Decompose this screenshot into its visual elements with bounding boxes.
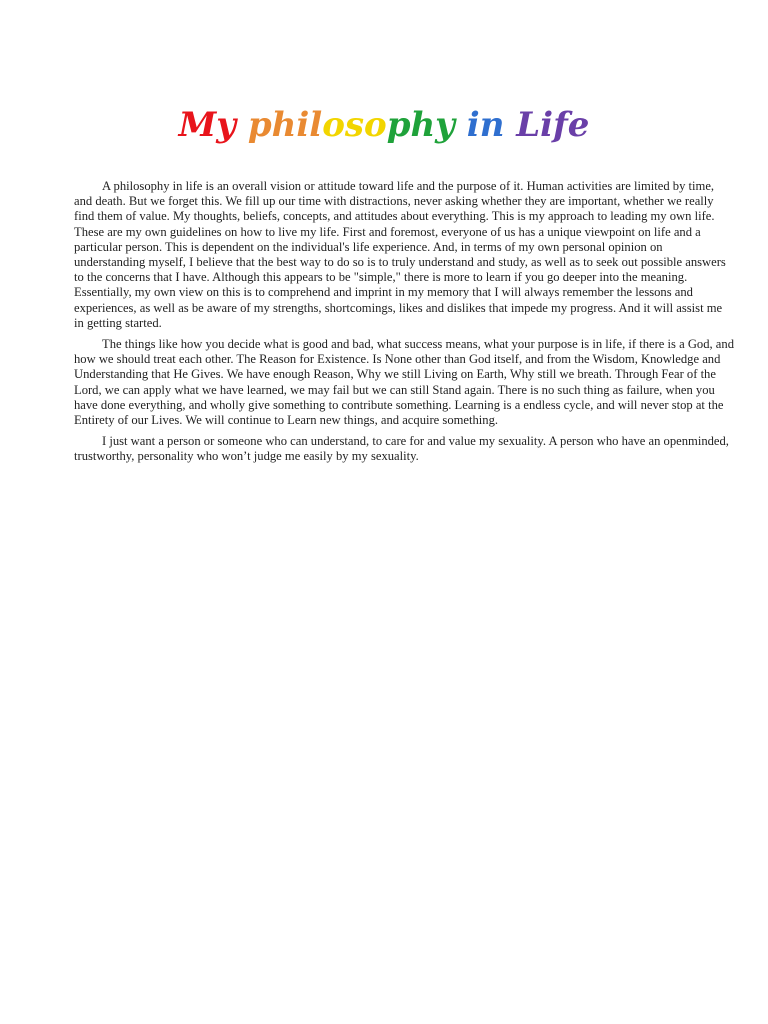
- paragraph: The things like how you decide what is good and bad, what success means, what your purpose is in life, if there is a God, and how we should treat each other. The Reason for Existence. Is None other than God itself, and from the Wisdom, Knowledge and Understanding that He Gives. We have enough Reason, Why we still Living on Earth, Why still we breath. Through Fear of the Lord, we can apply what we have learned, we may fail but we can still Stand again. There is no such thing as failure, when you have done everything, and wholly give something to contribute something. Learning is a endless cycle, and will never stop at the Entirety of our Lives. We will continue to Learn new things, and acquire something.: [74, 337, 734, 428]
- title-segment: My: [178, 105, 248, 145]
- title-segment: oso: [322, 105, 387, 145]
- paragraph: I just want a person or someone who can understand, to care for and value my sexuality. A person who have an openminded, trustworthy, personality who won’t judge me easily by my sexuality.: [74, 434, 729, 464]
- page-title: [0, 100, 768, 150]
- document-body: [74, 179, 734, 471]
- title-segment: Life: [516, 105, 590, 145]
- title-segment: phy: [386, 105, 467, 145]
- paragraph: A philosophy in life is an overall vision or attitude toward life and the purpose of it. Human activities are limited by time, and death. But we forget this. We fill up our time with distractions, never asking whether they are important, whether we really find them of value. My thoughts, beliefs, concepts, and attitudes about everything. This is my approach to leading my own life. These are my own guidelines on how to live my life. First and foremost, everyone of us has a unique viewpoint on life and a particular person. This is dependent on the individual's life experience. And, in terms of my own personal opinion on understanding myself, I believe that the best way to do so is to truly understand and study, as well as to seek out possible answers to the concerns that I have. Although this appears to be "simple," there is more to learn if you go deeper into the meaning. Essentially, my own view on this is to comprehend and imprint in my memory that I will always remember the lessons and experiences, as well as be aware of my strengths, shortcomings, likes and dislikes that impede my progress. And it will assist me in getting started.: [74, 179, 726, 330]
- title-segment: phil: [247, 105, 323, 145]
- title-segment: in: [466, 105, 517, 145]
